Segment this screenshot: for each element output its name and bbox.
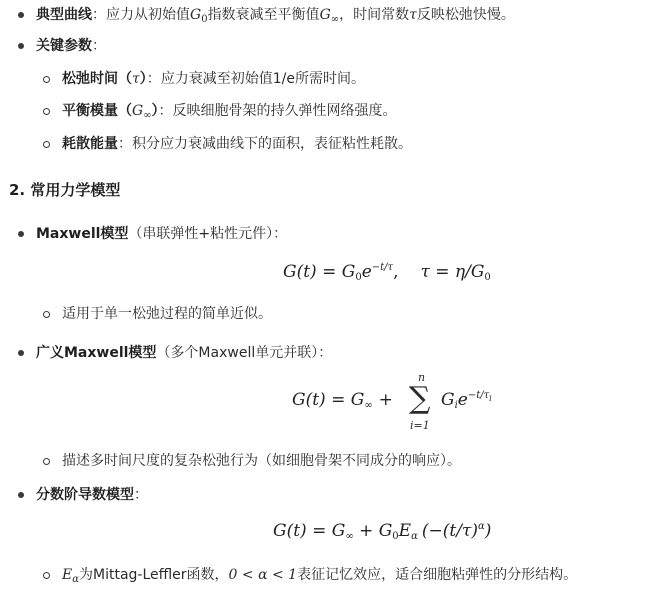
maxwell-label: Maxwell模型 xyxy=(36,226,129,242)
maxwell-note: 适用于单一松弛过程的简单近似。 xyxy=(62,306,272,322)
bullet-disc xyxy=(18,231,24,237)
gen-maxwell-equation-rhs: $G_ie^{-t/\tau i}$ xyxy=(441,390,492,411)
param-label: 平衡模量（ xyxy=(62,103,132,119)
param-text: ：反映细胞骨架的持久弹性网络强度。 xyxy=(158,103,397,119)
gen-maxwell-line xyxy=(36,343,332,363)
param-label-close: ） xyxy=(139,71,147,87)
key-params-line xyxy=(36,36,106,56)
gen-maxwell-note: 描述多时间尺度的复杂松弛行为（如细胞骨架不同成分的响应）。 xyxy=(62,453,461,469)
maxwell-line xyxy=(36,224,287,244)
bullet-disc xyxy=(18,43,24,49)
bullet-circle xyxy=(43,458,50,465)
maxwell-equation: $G(t) = G_0e^{-t/\tau}$, $\tau = \eta/G_0$ xyxy=(283,262,491,283)
bullet-circle xyxy=(43,76,50,83)
gen-maxwell-equation-lhs: $G(t) = G_\infty$ + xyxy=(292,390,393,411)
param-dissipated-energy xyxy=(62,134,412,154)
param-relaxation-time xyxy=(62,69,365,89)
param-label-close: ） xyxy=(151,103,159,119)
param-text: ：积分应力衰减曲线下的面积，表征粘性耗散。 xyxy=(118,136,412,152)
fractional-note-text-1: 为Mittag-Leffler函数， xyxy=(79,567,229,583)
sum-upper-limit: n xyxy=(418,371,426,384)
gen-maxwell-label: 广义Maxwell模型 xyxy=(36,345,157,361)
param-label: 耗散能量 xyxy=(62,136,118,152)
fractional-label: 分数阶导数模型 xyxy=(36,487,134,503)
symbol-E-alpha: $E_\alpha$ xyxy=(62,567,79,585)
fractional-note xyxy=(62,565,577,590)
section-heading: 2. 常用力学模型 xyxy=(9,181,121,199)
bullet-circle xyxy=(43,108,50,115)
bullet-disc xyxy=(18,12,24,18)
summation-symbol: ∑ xyxy=(409,381,431,416)
typical-curve-text-3: ，时间常数 xyxy=(339,7,410,23)
symbol-g0: $G_0$ xyxy=(190,7,208,25)
alpha-condition: 0 < α < 1 xyxy=(228,567,298,583)
bullet-disc xyxy=(18,492,24,498)
bullet-circle xyxy=(43,311,50,318)
key-params-label: 关键参数 xyxy=(36,38,92,54)
symbol-ginf: $G_\infty$ xyxy=(132,103,152,121)
typical-curve-text-1: ：应力从初始值 xyxy=(92,7,190,23)
bullet-circle xyxy=(43,141,50,148)
fractional-colon: ： xyxy=(134,487,148,503)
bullet-disc xyxy=(18,350,24,356)
typical-curve-label: 典型曲线 xyxy=(36,7,92,23)
param-label: 松弛时间（ xyxy=(62,71,132,87)
param-text: ：应力衰减至初始值1/e所需时间。 xyxy=(146,71,365,87)
param-equilibrium-modulus xyxy=(62,101,397,126)
fractional-note-text-2: 表征记忆效应，适合细胞粘弹性的分形结构。 xyxy=(297,567,578,583)
typical-curve-text-4: 反映松弛快慢。 xyxy=(416,7,515,23)
fractional-line xyxy=(36,485,148,505)
key-params-colon: ： xyxy=(92,38,106,54)
maxwell-desc: （串联弹性+粘性元件）： xyxy=(128,226,288,242)
typical-curve-line xyxy=(36,5,515,30)
typical-curve-text-2: 指数衰减至平衡值 xyxy=(207,7,320,23)
fractional-equation: $G(t) = G_\infty + G_0E_\alpha$ $(-(t/\tau)^\alpha)$ xyxy=(273,521,492,542)
sum-lower-limit: i=1 xyxy=(410,419,430,432)
symbol-tau: τ xyxy=(409,7,417,23)
symbol-ginf: $G_\infty$ xyxy=(319,7,340,25)
symbol-tau: τ xyxy=(132,71,140,87)
gen-maxwell-desc: （多个Maxwell单元并联）： xyxy=(156,345,333,361)
bullet-circle xyxy=(43,572,50,579)
